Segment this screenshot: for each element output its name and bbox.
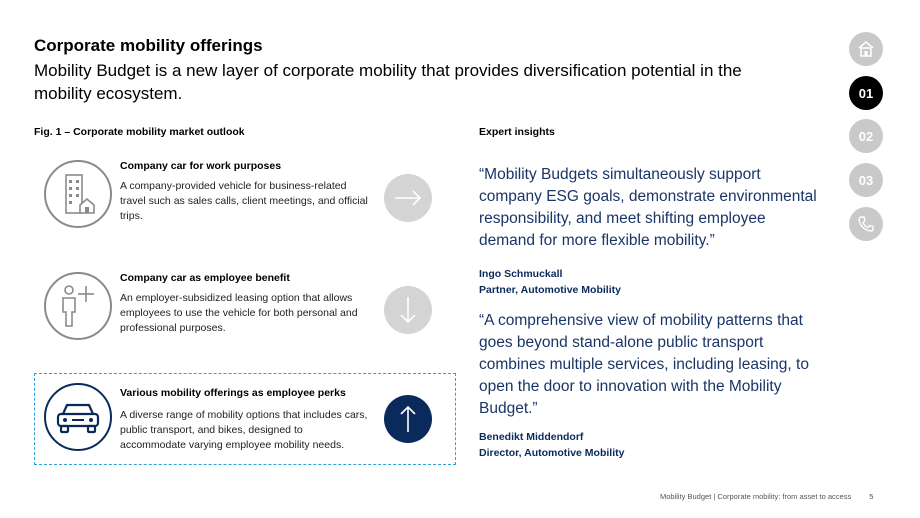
item-description: An employer-subsidized leasing option that allows employees to use the vehicle for both personal and professional purposes. bbox=[120, 292, 358, 334]
arrow-down-icon bbox=[384, 286, 432, 334]
mobility-offering-item-highlighted bbox=[34, 373, 456, 465]
footer bbox=[660, 492, 873, 501]
phone-icon bbox=[856, 214, 876, 234]
home-button[interactable] bbox=[849, 32, 883, 66]
expert-attribution bbox=[479, 266, 621, 298]
item-description: A diverse range of mobility options that includes cars, public transport, and bikes, designed to accommodate varying employee mobility needs. bbox=[120, 409, 368, 451]
page-subtitle: Mobility Budget is a new layer of corporate mobility that provides diversification potential in the mobility ecosystem. bbox=[34, 61, 742, 103]
arrow-up-icon bbox=[384, 395, 432, 443]
office-building-icon bbox=[44, 160, 112, 228]
nav-section-02[interactable]: 02 bbox=[849, 119, 883, 153]
item-title: Company car for work purposes bbox=[120, 160, 282, 172]
page-title: Corporate mobility offerings bbox=[34, 36, 263, 55]
expert-attribution bbox=[479, 429, 624, 461]
expert-name: Benedikt Middendorf bbox=[479, 431, 584, 443]
expert-quote: “A comprehensive view of mobility patterns that goes beyond stand-alone public transport combines multiple services, including leasing, to open the door to innovation with the Mobility Budget.” bbox=[479, 312, 809, 417]
mobility-offering-item bbox=[34, 150, 456, 242]
nav-section-03[interactable]: 03 bbox=[849, 163, 883, 197]
item-description: A company-provided vehicle for business-related travel such as sales calls, client meetings, and official trips. bbox=[120, 180, 368, 222]
item-title: Various mobility offerings as employee perks bbox=[120, 387, 346, 399]
expert-role: Director, Automotive Mobility bbox=[479, 447, 625, 459]
home-icon bbox=[856, 39, 876, 59]
expert-name: Ingo Schmuckall bbox=[479, 268, 563, 280]
arrow-right-icon bbox=[384, 174, 432, 222]
figure-label: Fig. 1 – Corporate mobility market outlook bbox=[34, 126, 245, 138]
page-number: 5 bbox=[869, 492, 874, 501]
expert-quote: “Mobility Budgets simultaneously support company ESG goals, demonstrate environmental responsibility, and meet shifting employee demand for more flexible mobility.” bbox=[479, 166, 817, 249]
contact-button[interactable] bbox=[849, 207, 883, 241]
expert-insights-label: Expert insights bbox=[479, 126, 555, 138]
person-plus-icon bbox=[44, 272, 112, 340]
car-icon bbox=[44, 383, 112, 451]
footer-text: Mobility Budget | Corporate mobility: from asset to access bbox=[660, 492, 852, 501]
mobility-offering-item bbox=[34, 262, 456, 354]
expert-role: Partner, Automotive Mobility bbox=[479, 284, 621, 296]
nav-section-01[interactable]: 01 bbox=[849, 76, 883, 110]
item-title: Company car as employee benefit bbox=[120, 272, 290, 284]
